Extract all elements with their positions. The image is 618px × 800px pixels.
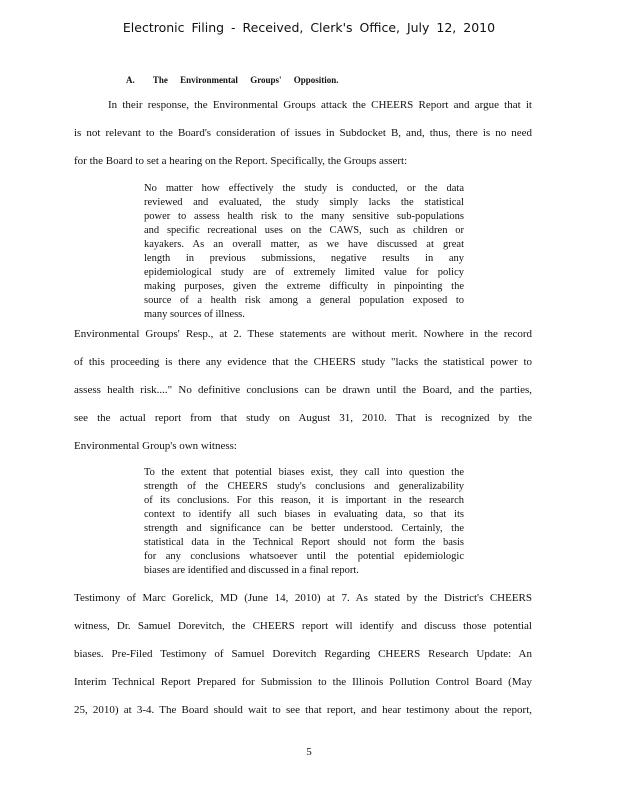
block-quote-line: epidemiological study are of extremely limited value for policy [144, 267, 464, 278]
paragraph-3-line: 25, 2010) at 3-4. The Board should wait to see that report, and hear testimony about the report, [74, 704, 532, 716]
filing-stamp-header: Electronic Filing - Received, Clerk's Office, July 12, 2010 [122, 20, 496, 35]
block-quote-line: many sources of illness. [144, 309, 245, 320]
block-quote-line: of its conclusions. For this reason, it is important in the research [144, 495, 464, 506]
block-quote-line: No matter how effectively the study is conducted, or the data [144, 183, 464, 194]
paragraph-3-line: witness, Dr. Samuel Dorevitch, the CHEERS report will identify and discuss those potential [74, 620, 532, 632]
page-number: 5 [306, 746, 312, 758]
section-heading [126, 75, 339, 85]
block-quote-line: length in previous submissions, negative results in any [144, 253, 464, 264]
block-quote-2 [144, 466, 464, 578]
paragraph-3-line: Testimony of Marc Gorelick, MD (June 14, 2010) at 7. As stated by the District's CHEERS [74, 592, 532, 604]
section-heading-number: A. [126, 75, 135, 85]
block-quote-line: power to assess health risk to the many sensitive sub-populations [144, 211, 464, 222]
block-quote-line: strength of the CHEERS study's conclusions and generalizability [144, 481, 464, 492]
block-quote-line: and specific recreational uses on the CAWS, such as children or [144, 225, 464, 236]
block-quote-1 [144, 182, 464, 322]
block-quote-line: source of a health risk among a general population exposed to [144, 295, 464, 306]
paragraph-3-line: biases. Pre-Filed Testimony of Samuel Dorevitch Regarding CHEERS Research Update: An [74, 648, 532, 660]
paragraph-3-line: Interim Technical Report Prepared for Submission to the Illinois Pollution Control Board (May [74, 676, 532, 688]
block-quote-line: making purposes, given the extreme difficulty in pinpointing the [144, 281, 464, 292]
paragraph-1-line: for the Board to set a hearing on the Report. Specifically, the Groups assert: [74, 155, 408, 167]
block-quote-line: kayakers. As an overall matter, as we have discussed at great [144, 239, 464, 250]
block-quote-line: reviewed and evaluated, the study simply lacks the statistical [144, 197, 464, 208]
paragraph-1-line: In their response, the Environmental Groups attack the CHEERS Report and argue that it [108, 99, 532, 111]
block-quote-line: To the extent that potential biases exist, they call into question the [144, 467, 464, 478]
paragraph-2-line: Environmental Groups' Resp., at 2. These statements are without merit. Nowhere in the record [74, 328, 532, 340]
block-quote-line: strength and significance can be better understood. Certainly, the [144, 523, 464, 534]
paragraph-2-line: of this proceeding is there any evidence that the CHEERS study "lacks the statistical power to [74, 356, 532, 368]
paragraph-2-line: assess health risk...." No definitive conclusions can be drawn until the Board, and the parties, [74, 384, 532, 396]
block-quote-line: for any conclusions whatsoever until the potential epidemiologic [144, 551, 464, 562]
paragraph-2-line: Environmental Group's own witness: [74, 440, 237, 452]
paragraph-1-line: is not relevant to the Board's consideration of issues in Subdocket B, and, thus, there is no need [74, 127, 532, 139]
block-quote-line: context to identify all such biases in evaluating data, so that its [144, 509, 464, 520]
section-heading-text: The Environmental Groups' Opposition. [152, 75, 339, 85]
paragraph-2-line: see the actual report from that study on August 31, 2010. That is recognized by the [74, 412, 532, 424]
block-quote-line: statistical data in the Technical Report should not form the basis [144, 537, 464, 548]
block-quote-line: biases are identified and discussed in a final report. [144, 565, 359, 576]
